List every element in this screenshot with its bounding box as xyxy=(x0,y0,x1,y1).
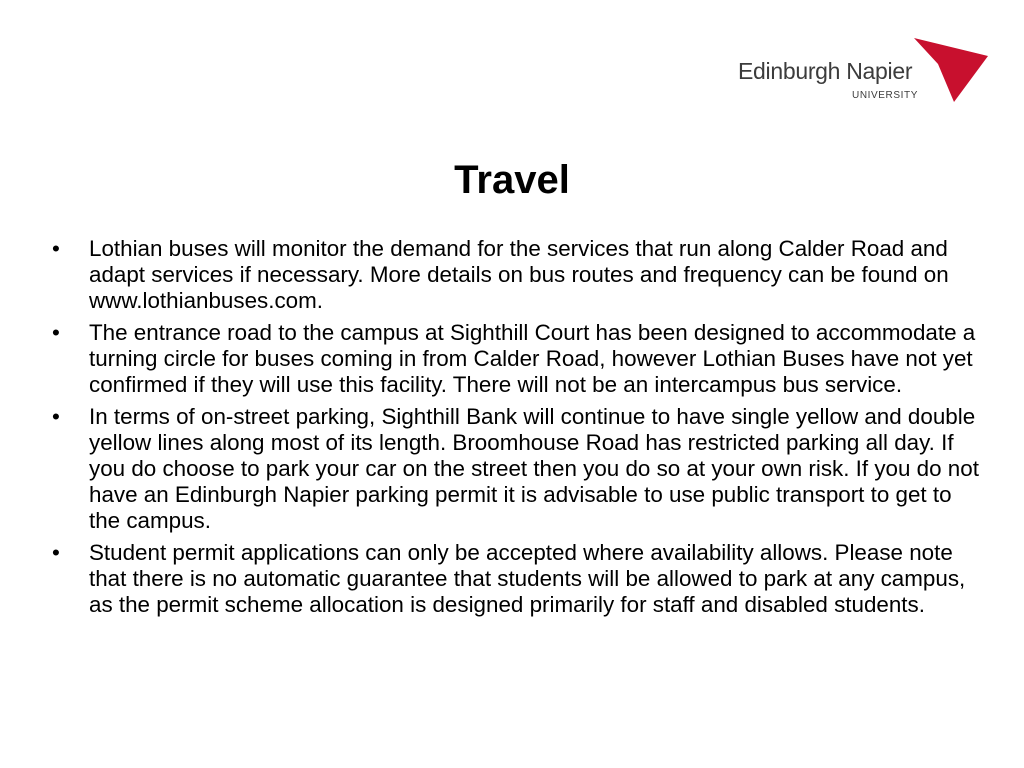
bullet-text: The entrance road to the campus at Sighthill Court has been designed to accommodate a turning circle for buses coming in from Calder Road, however Lothian Buses have not yet confirmed if they will use this facility. There will not be an intercampus bus service. xyxy=(89,320,976,397)
university-logo xyxy=(736,38,988,108)
bullet-list xyxy=(48,236,983,624)
bullet-item xyxy=(48,236,983,314)
bullet-item xyxy=(48,540,983,618)
logo-name: Edinburgh Napier xyxy=(738,58,913,84)
logo-flag-icon xyxy=(914,38,988,102)
logo-flag-shape xyxy=(914,38,988,102)
bullet-text: In terms of on-street parking, Sighthill Bank will continue to have single yellow and double yellow lines along most of its length. Broomhouse Road has restricted parking all day. If you do choose to park your car on the street then you do so at your own risk. If you do not have an Edinburgh Napier parking permit it is advisable to use public transport to get to the campus. xyxy=(89,404,979,533)
bullet-dot: • xyxy=(52,540,60,565)
bullet-dot: • xyxy=(52,320,60,345)
bullet-dot: • xyxy=(52,404,60,429)
bullet-item xyxy=(48,320,983,398)
logo-subtitle: UNIVERSITY xyxy=(852,90,919,101)
bullet-dot: • xyxy=(52,236,60,261)
bullet-text: Student permit applications can only be accepted where availability allows. Please note that there is no automatic guarantee that students will be allowed to park at any campus, as the permit scheme allocation is designed primarily for staff and disabled students. xyxy=(89,540,966,617)
bullet-text: Lothian buses will monitor the demand for the services that run along Calder Road and adapt services if necessary. More details on bus routes and frequency can be found on www.lothianbuses.com. xyxy=(89,236,949,313)
bullet-item xyxy=(48,404,983,534)
slide-title: Travel xyxy=(454,158,570,202)
